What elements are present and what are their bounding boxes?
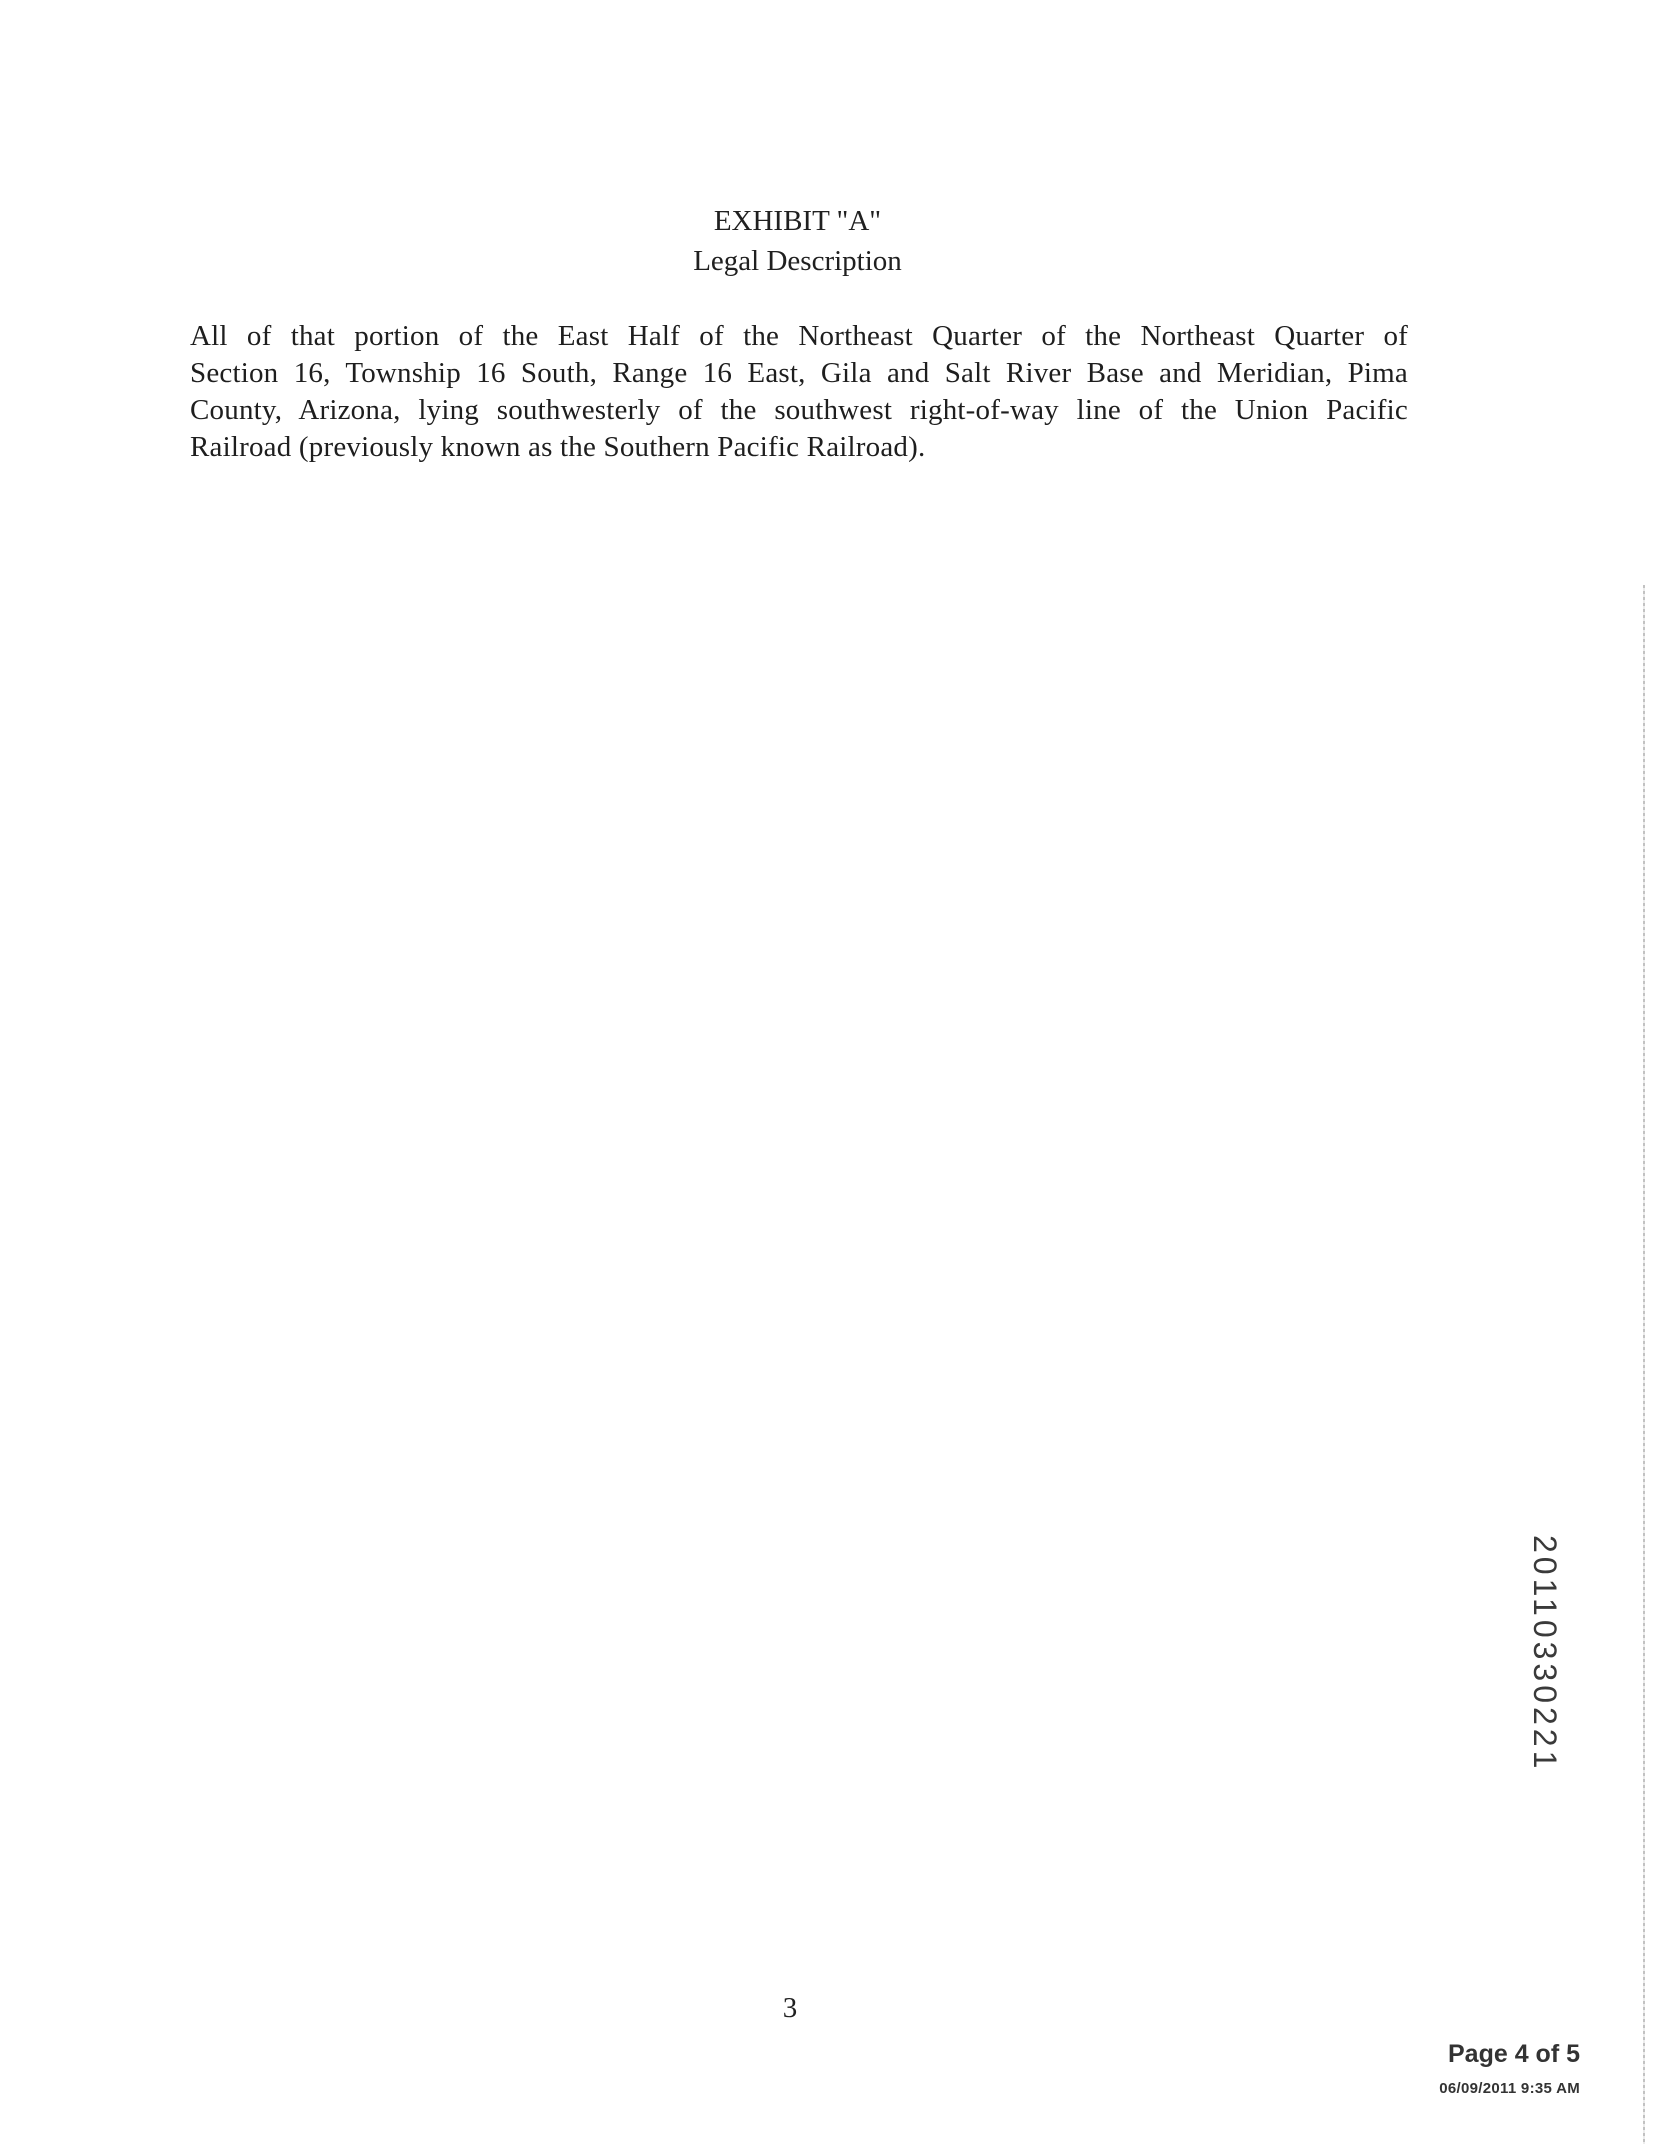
exhibit-subtitle: Legal Description xyxy=(693,245,902,277)
legal-description-line: County, Arizona, lying southwesterly of the southwest right-of-way line of the Union Pacific xyxy=(190,394,1408,426)
exhibit-title: EXHIBIT "A" xyxy=(713,205,882,237)
recording-timestamp: 06/09/2011 9:35 AM xyxy=(1439,2080,1580,2097)
scan-edge-line xyxy=(1643,585,1645,2144)
legal-description-line: Section 16, Township 16 South, Range 16 East, Gila and Salt River Base and Meridian, Pima xyxy=(190,357,1408,389)
recording-number: 20110330221 xyxy=(1527,1535,1563,1773)
page-count-stamp: Page 4 of 5 xyxy=(1448,2040,1580,2068)
page-number: 3 xyxy=(782,1992,798,2024)
legal-description-paragraph xyxy=(190,318,1408,466)
legal-description-line: All of that portion of the East Half of the Northeast Quarter of the Northeast Quarter of xyxy=(190,320,1408,352)
legal-description-line: Railroad (previously known as the Southern Pacific Railroad). xyxy=(190,431,926,463)
